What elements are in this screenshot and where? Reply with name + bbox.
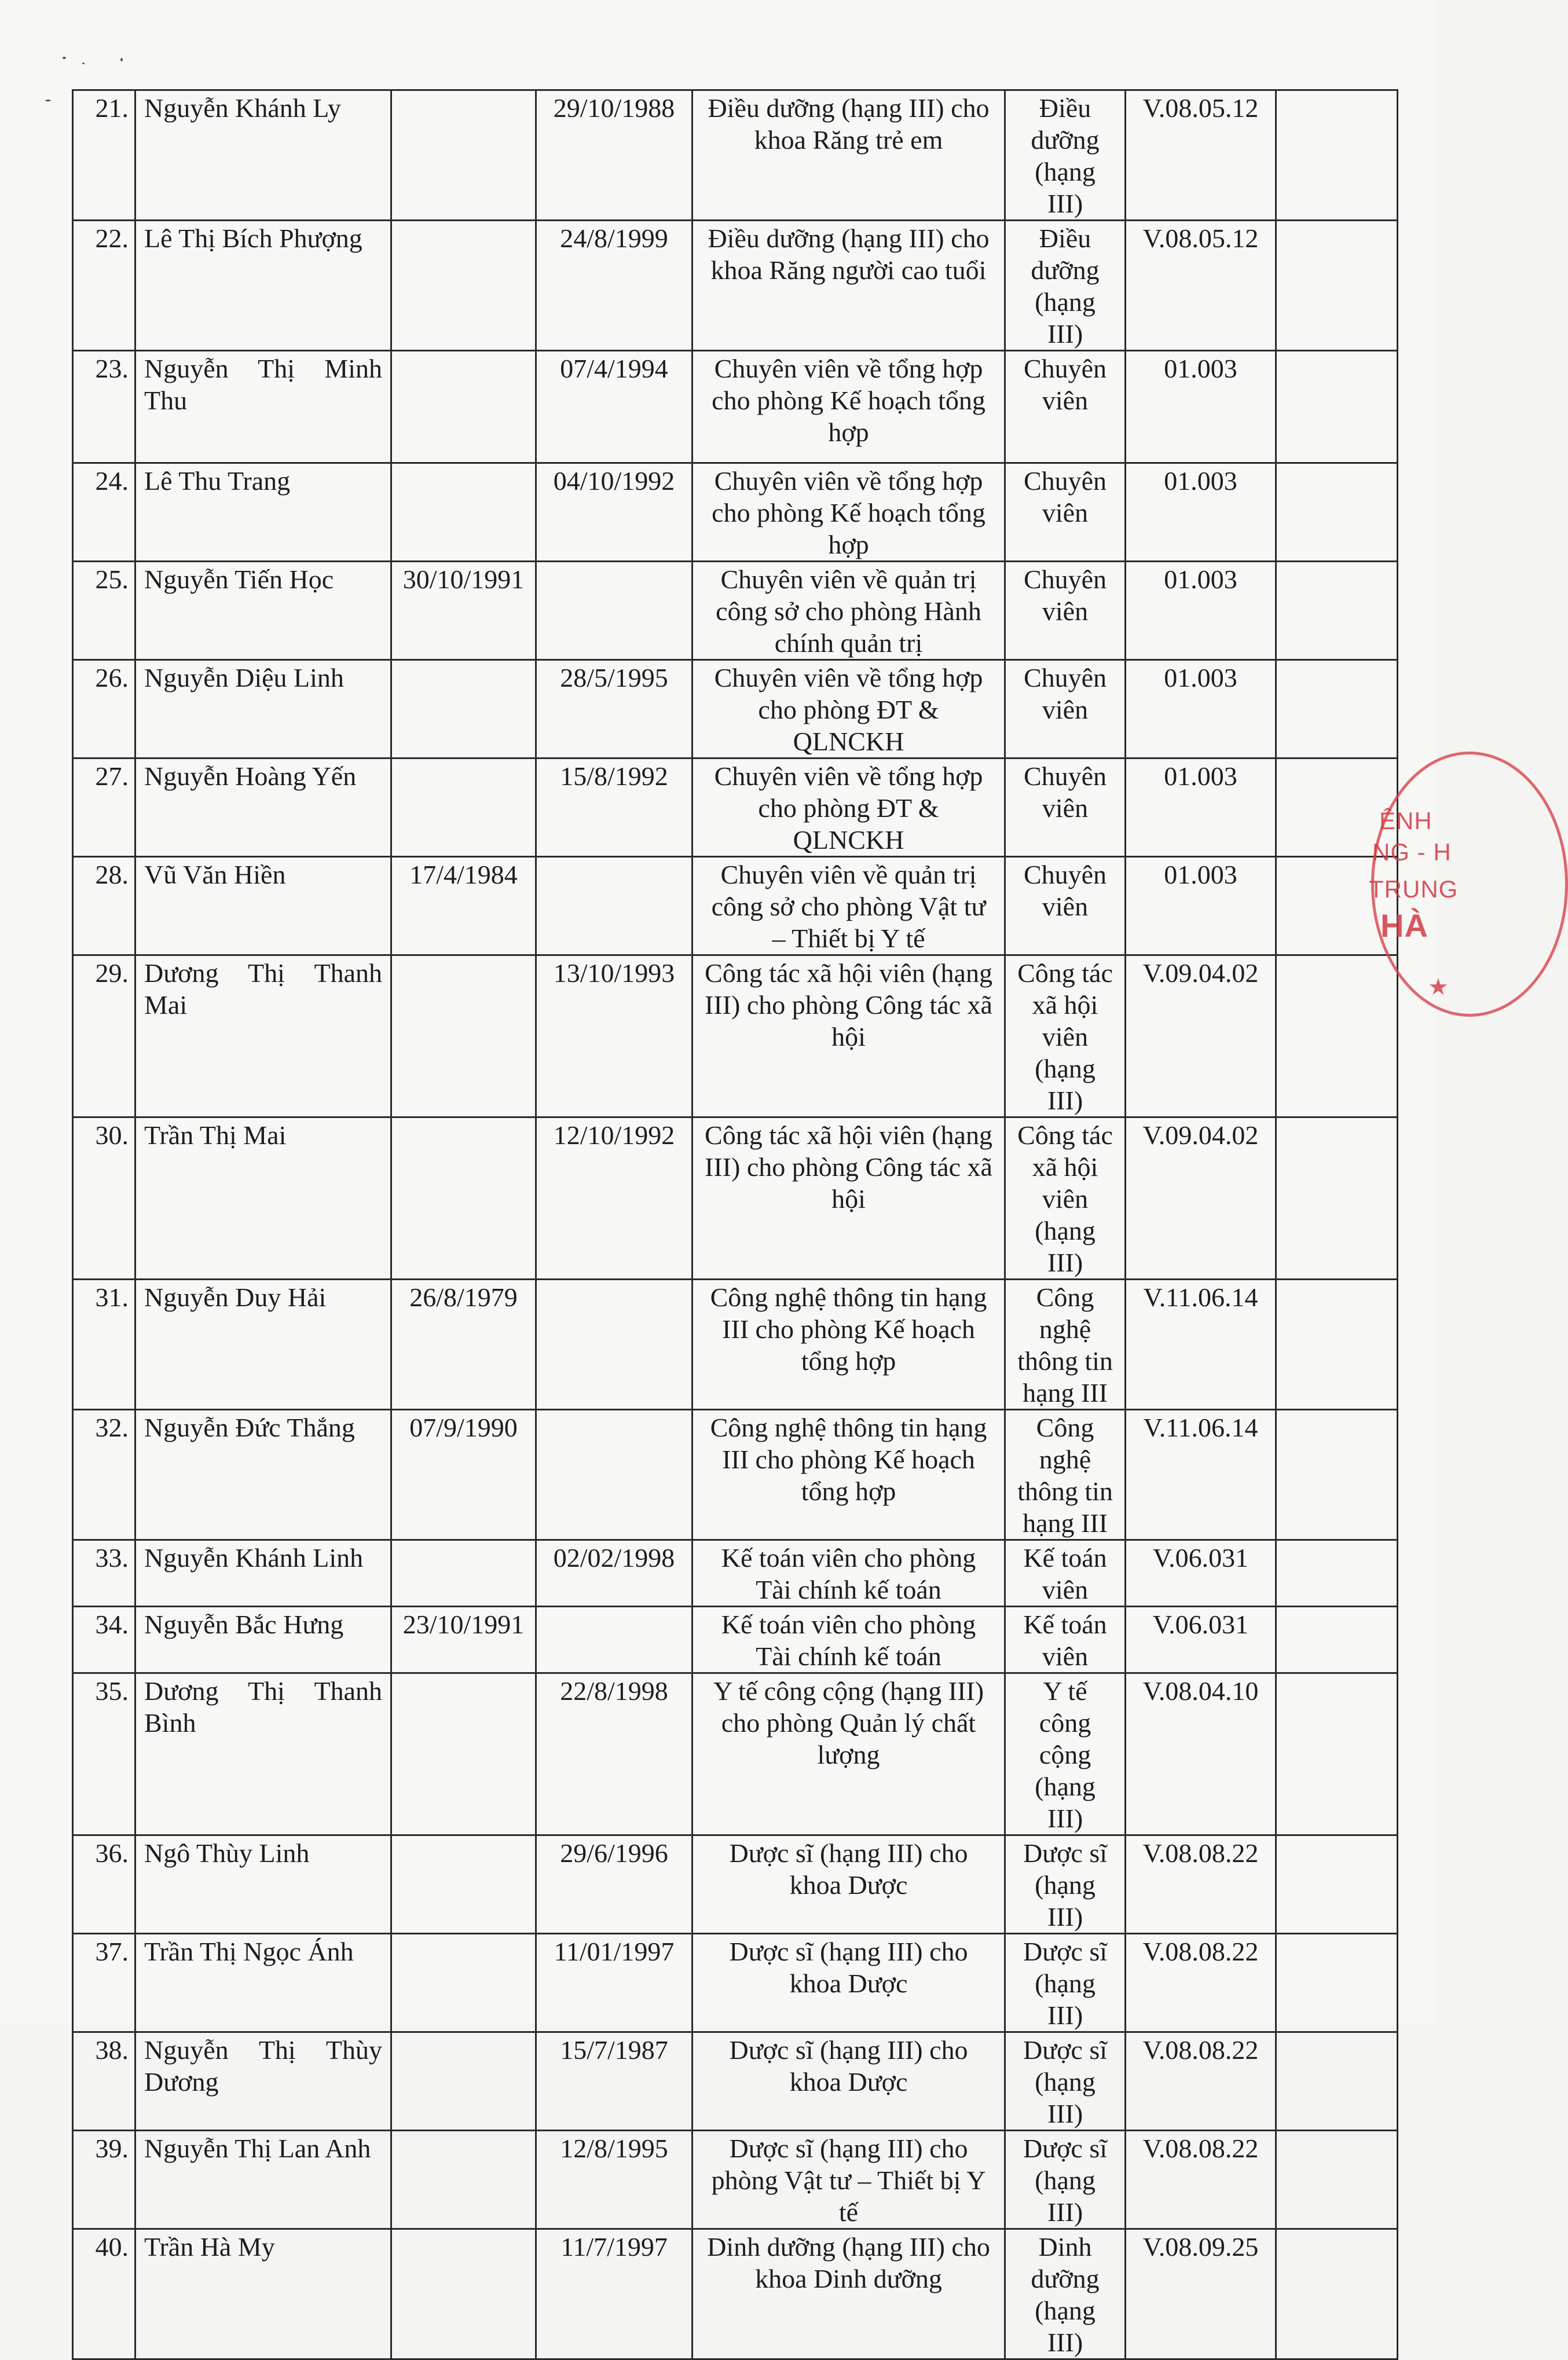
employee-name: Trần Thị Ngọc Ánh <box>135 1934 391 2032</box>
birth-date-female: 29/10/1988 <box>536 90 693 221</box>
birth-date-female: 15/7/1987 <box>536 2032 693 2131</box>
title-code: V.09.04.02 <box>1126 955 1276 1117</box>
table-row <box>73 955 1398 1117</box>
note-cell <box>1276 90 1398 221</box>
professional-title: Chuyên viên <box>1005 351 1126 463</box>
employee-name: Nguyễn Duy Hải <box>135 1280 391 1410</box>
table-row <box>73 2032 1398 2131</box>
birth-date-female <box>536 1410 693 1540</box>
birth-date-male <box>391 351 536 463</box>
birth-date-male <box>391 1117 536 1280</box>
star-icon: ★ <box>1428 974 1449 1000</box>
scan-speck <box>45 100 51 101</box>
professional-title: Công tác xã hội viên (hạng III) <box>1005 1117 1126 1280</box>
note-cell <box>1276 463 1398 562</box>
employee-name: Lê Thu Trang <box>135 463 391 562</box>
professional-title: Chuyên viên <box>1005 562 1126 660</box>
job-position: Dược sĩ (hạng III) cho khoa Dược <box>693 1835 1005 1934</box>
employee-name: Dương Thị Thanh Bình <box>135 1673 391 1835</box>
table-row <box>73 1117 1398 1280</box>
job-position: Công tác xã hội viên (hạng III) cho phòng Công tác xã hội <box>693 955 1005 1117</box>
title-code: 01.003 <box>1126 660 1276 758</box>
table-row <box>73 2131 1398 2229</box>
title-code: 01.003 <box>1126 857 1276 955</box>
row-number: 30. <box>73 1117 135 1280</box>
row-number: 33. <box>73 1540 135 1607</box>
birth-date-female <box>536 1607 693 1673</box>
professional-title: Chuyên viên <box>1005 758 1126 857</box>
birth-date-male <box>391 463 536 562</box>
employee-name: Nguyễn Khánh Ly <box>135 90 391 221</box>
table-row <box>73 221 1398 351</box>
birth-date-male <box>391 90 536 221</box>
table-row <box>73 90 1398 221</box>
birth-date-male <box>391 1540 536 1607</box>
birth-date-male <box>391 2032 536 2131</box>
seal-text: NG - H <box>1372 838 1452 866</box>
birth-date-female: 12/10/1992 <box>536 1117 693 1280</box>
birth-date-male: 26/8/1979 <box>391 1280 536 1410</box>
job-position: Dược sĩ (hạng III) cho phòng Vật tư – Thiết bị Y tế <box>693 2131 1005 2229</box>
birth-date-female: 28/5/1995 <box>536 660 693 758</box>
employee-name: Nguyễn Tiến Học <box>135 562 391 660</box>
job-position: Dinh dưỡng (hạng III) cho khoa Dinh dưỡng <box>693 2229 1005 2359</box>
note-cell <box>1276 1410 1398 1540</box>
row-number: 28. <box>73 857 135 955</box>
birth-date-female: 02/02/1998 <box>536 1540 693 1607</box>
row-number: 21. <box>73 90 135 221</box>
row-number: 36. <box>73 1835 135 1934</box>
row-number: 22. <box>73 221 135 351</box>
seal-text: TRUNG <box>1369 875 1459 903</box>
note-cell <box>1276 351 1398 463</box>
job-position: Chuyên viên về quản trị công sở cho phòng Hành chính quản trị <box>693 562 1005 660</box>
professional-title: Kế toán viên <box>1005 1607 1126 1673</box>
note-cell <box>1276 2131 1398 2229</box>
birth-date-female: 07/4/1994 <box>536 351 693 463</box>
row-number: 26. <box>73 660 135 758</box>
birth-date-female <box>536 857 693 955</box>
title-code: 01.003 <box>1126 463 1276 562</box>
birth-date-male <box>391 1934 536 2032</box>
job-position: Chuyên viên về quản trị công sở cho phòng Vật tư – Thiết bị Y tế <box>693 857 1005 955</box>
birth-date-male <box>391 660 536 758</box>
birth-date-male: 23/10/1991 <box>391 1607 536 1673</box>
table-row <box>73 1835 1398 1934</box>
birth-date-male <box>391 221 536 351</box>
birth-date-male <box>391 1673 536 1835</box>
employee-name: Nguyễn Bắc Hưng <box>135 1607 391 1673</box>
table-row <box>73 1607 1398 1673</box>
professional-title: Điều dưỡng (hạng III) <box>1005 90 1126 221</box>
birth-date-female: 12/8/1995 <box>536 2131 693 2229</box>
scan-speck <box>82 63 85 64</box>
note-cell <box>1276 1280 1398 1410</box>
row-number: 23. <box>73 351 135 463</box>
row-number: 29. <box>73 955 135 1117</box>
employee-name: Nguyễn Diệu Linh <box>135 660 391 758</box>
title-code: V.06.031 <box>1126 1607 1276 1673</box>
title-code: V.11.06.14 <box>1126 1410 1276 1540</box>
title-code: 01.003 <box>1126 562 1276 660</box>
birth-date-female <box>536 1280 693 1410</box>
note-cell <box>1276 660 1398 758</box>
professional-title: Kế toán viên <box>1005 1540 1126 1607</box>
employee-name: Nguyễn Đức Thắng <box>135 1410 391 1540</box>
table-row <box>73 1934 1398 2032</box>
note-cell <box>1276 1835 1398 1934</box>
note-cell <box>1276 1540 1398 1607</box>
job-position: Chuyên viên về tổng hợp cho phòng Kế hoạch tổng hợp <box>693 463 1005 562</box>
professional-title: Dược sĩ (hạng III) <box>1005 2032 1126 2131</box>
birth-date-female: 24/8/1999 <box>536 221 693 351</box>
employee-name: Vũ Văn Hiền <box>135 857 391 955</box>
table-row <box>73 857 1398 955</box>
note-cell <box>1276 562 1398 660</box>
job-position: Kế toán viên cho phòng Tài chính kế toán <box>693 1540 1005 1607</box>
professional-title: Dược sĩ (hạng III) <box>1005 2131 1126 2229</box>
professional-title: Công tác xã hội viên (hạng III) <box>1005 955 1126 1117</box>
birth-date-male <box>391 955 536 1117</box>
note-cell <box>1276 2229 1398 2359</box>
table-row <box>73 1410 1398 1540</box>
employee-name: Nguyễn Hoàng Yến <box>135 758 391 857</box>
birth-date-female: 29/6/1996 <box>536 1835 693 1934</box>
title-code: V.08.08.22 <box>1126 2131 1276 2229</box>
job-position: Y tế công cộng (hạng III) cho phòng Quản lý chất lượng <box>693 1673 1005 1835</box>
job-position: Công nghệ thông tin hạng III cho phòng Kế hoạch tổng hợp <box>693 1280 1005 1410</box>
employee-name: Lê Thị Bích Phượng <box>135 221 391 351</box>
title-code: V.11.06.14 <box>1126 1280 1276 1410</box>
staff-table <box>72 89 1398 2360</box>
note-cell <box>1276 1673 1398 1835</box>
birth-date-male <box>391 2229 536 2359</box>
professional-title: Y tế công cộng (hạng III) <box>1005 1673 1126 1835</box>
note-cell <box>1276 1934 1398 2032</box>
table-row <box>73 1280 1398 1410</box>
birth-date-female: 13/10/1993 <box>536 955 693 1117</box>
job-position: Chuyên viên về tổng hợp cho phòng ĐT & QLNCKH <box>693 660 1005 758</box>
professional-title: Chuyên viên <box>1005 857 1126 955</box>
row-number: 24. <box>73 463 135 562</box>
job-position: Chuyên viên về tổng hợp cho phòng ĐT & QLNCKH <box>693 758 1005 857</box>
note-cell <box>1276 2032 1398 2131</box>
professional-title: Công nghệ thông tin hạng III <box>1005 1410 1126 1540</box>
birth-date-male <box>391 758 536 857</box>
row-number: 32. <box>73 1410 135 1540</box>
note-cell <box>1276 221 1398 351</box>
row-number: 34. <box>73 1607 135 1673</box>
table-row <box>73 660 1398 758</box>
employee-name: Nguyễn Thị Minh Thu <box>135 351 391 463</box>
table-row <box>73 562 1398 660</box>
employee-name: Nguyễn Thị Lan Anh <box>135 2131 391 2229</box>
table-row <box>73 1540 1398 1607</box>
seal-text: HÀ <box>1380 907 1428 944</box>
employee-name: Ngô Thùy Linh <box>135 1835 391 1934</box>
title-code: V.08.04.10 <box>1126 1673 1276 1835</box>
employee-name: Nguyễn Thị Thùy Dương <box>135 2032 391 2131</box>
job-position: Chuyên viên về tổng hợp cho phòng Kế hoạch tổng hợp <box>693 351 1005 463</box>
job-position: Điều dưỡng (hạng III) cho khoa Răng người cao tuổi <box>693 221 1005 351</box>
professional-title: Dược sĩ (hạng III) <box>1005 1835 1126 1934</box>
note-cell <box>1276 1607 1398 1673</box>
employee-name: Nguyễn Khánh Linh <box>135 1540 391 1607</box>
row-number: 39. <box>73 2131 135 2229</box>
table-row <box>73 1673 1398 1835</box>
employee-name: Trần Thị Mai <box>135 1117 391 1280</box>
job-position: Kế toán viên cho phòng Tài chính kế toán <box>693 1607 1005 1673</box>
table-row <box>73 2229 1398 2359</box>
professional-title: Dinh dưỡng (hạng III) <box>1005 2229 1126 2359</box>
birth-date-female: 04/10/1992 <box>536 463 693 562</box>
title-code: V.08.05.12 <box>1126 90 1276 221</box>
row-number: 27. <box>73 758 135 857</box>
birth-date-male: 07/9/1990 <box>391 1410 536 1540</box>
title-code: V.06.031 <box>1126 1540 1276 1607</box>
title-code: V.08.05.12 <box>1126 221 1276 351</box>
employee-name: Dương Thị Thanh Mai <box>135 955 391 1117</box>
scan-speck <box>120 58 123 61</box>
title-code: V.09.04.02 <box>1126 1117 1276 1280</box>
scan-speck <box>63 57 66 59</box>
row-number: 31. <box>73 1280 135 1410</box>
job-position: Dược sĩ (hạng III) cho khoa Dược <box>693 2032 1005 2131</box>
professional-title: Điều dưỡng (hạng III) <box>1005 221 1126 351</box>
row-number: 38. <box>73 2032 135 2131</box>
professional-title: Dược sĩ (hạng III) <box>1005 1934 1126 2032</box>
row-number: 25. <box>73 562 135 660</box>
row-number: 35. <box>73 1673 135 1835</box>
title-code: V.08.09.25 <box>1126 2229 1276 2359</box>
birth-date-male: 17/4/1984 <box>391 857 536 955</box>
birth-date-female <box>536 562 693 660</box>
table-row <box>73 758 1398 857</box>
birth-date-female: 15/8/1992 <box>536 758 693 857</box>
job-position: Điều dưỡng (hạng III) cho khoa Răng trẻ em <box>693 90 1005 221</box>
title-code: 01.003 <box>1126 351 1276 463</box>
row-number: 37. <box>73 1934 135 2032</box>
row-number: 40. <box>73 2229 135 2359</box>
birth-date-female: 11/01/1997 <box>536 1934 693 2032</box>
job-position: Dược sĩ (hạng III) cho khoa Dược <box>693 1934 1005 2032</box>
professional-title: Công nghệ thông tin hạng III <box>1005 1280 1126 1410</box>
birth-date-female: 22/8/1998 <box>536 1673 693 1835</box>
birth-date-male <box>391 2131 536 2229</box>
professional-title: Chuyên viên <box>1005 660 1126 758</box>
title-code: 01.003 <box>1126 758 1276 857</box>
title-code: V.08.08.22 <box>1126 1835 1276 1934</box>
birth-date-female: 11/7/1997 <box>536 2229 693 2359</box>
birth-date-male <box>391 1835 536 1934</box>
red-seal-stamp <box>1371 752 1487 1011</box>
job-position: Công nghệ thông tin hạng III cho phòng Kế hoạch tổng hợp <box>693 1410 1005 1540</box>
professional-title: Chuyên viên <box>1005 463 1126 562</box>
note-cell <box>1276 1117 1398 1280</box>
birth-date-male: 30/10/1991 <box>391 562 536 660</box>
seal-text: ÊNH <box>1379 807 1433 834</box>
employee-name: Trần Hà My <box>135 2229 391 2359</box>
title-code: V.08.08.22 <box>1126 2032 1276 2131</box>
title-code: V.08.08.22 <box>1126 1934 1276 2032</box>
table-row <box>73 351 1398 463</box>
table-row <box>73 463 1398 562</box>
job-position: Công tác xã hội viên (hạng III) cho phòng Công tác xã hội <box>693 1117 1005 1280</box>
